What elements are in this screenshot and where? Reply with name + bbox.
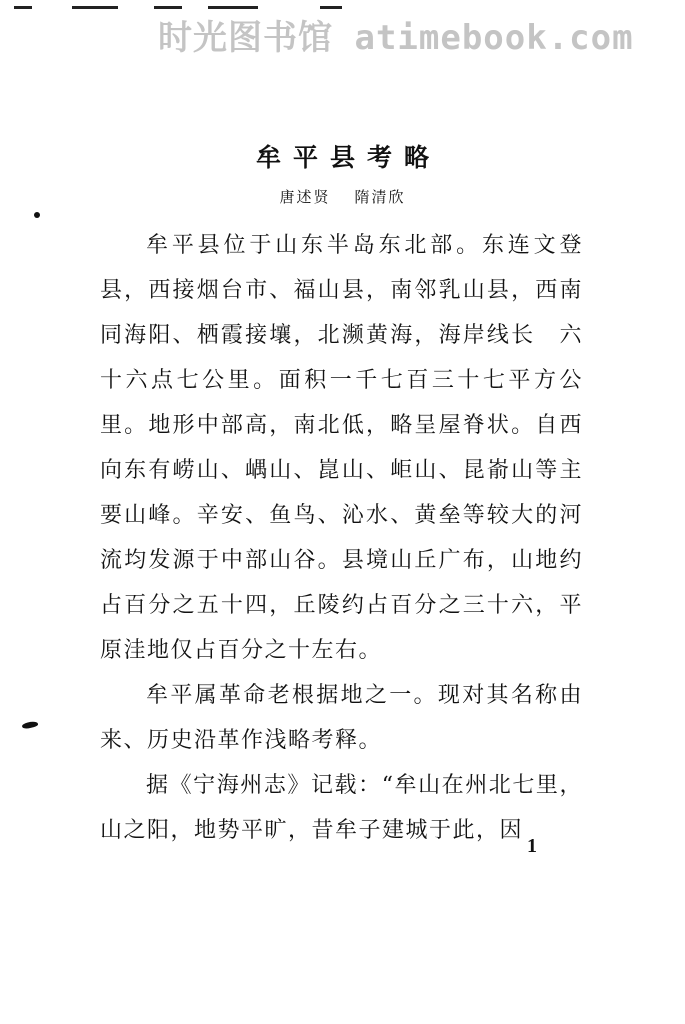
paragraph: 牟平县位于山东半岛东北部。东连文登县，西接烟台市、福山县，南邻乳山县，西南同海阳、栖霞接壤，北濒黄海，海岸线长 六十六点七公里。面积一千七百三十七平方公里。地形中部高，南北低，略呈屋脊状。自西向东有崂山、嵎山、崑山、岠山、昆嵛山等主要山峰。辛安、鱼鸟、沁水、黄垒等较大的河流均发源于中部山谷。县境山丘广布，山地约占百分之五十四，丘陵约占百分之三十六，平原洼地仅占百分之十左右。: [100, 233, 583, 663]
scan-speck: [22, 720, 39, 730]
scan-speck: [34, 212, 40, 218]
page-number: 1: [527, 835, 537, 857]
article-title: 牟平县考略: [255, 143, 441, 172]
author-name: 隋清欣: [354, 188, 406, 206]
scan-edge-mark: [154, 6, 182, 9]
scan-edge-mark: [320, 6, 342, 9]
paragraph: 牟平属革命老根据地之一。现对其名称由来、历史沿革作浅略考释。: [100, 683, 583, 753]
scan-edge-mark: [208, 6, 258, 9]
author-line: [0, 186, 685, 207]
author-name: 唐述贤: [279, 188, 331, 206]
scan-edge-mark: [14, 6, 32, 9]
watermark: 时光图书馆 atimebook.com: [158, 18, 634, 58]
scan-edge-mark: [72, 6, 118, 9]
body-text: [100, 223, 583, 853]
paragraph: 据《宁海州志》记载：“牟山在州北七里，山之阳，地势平旷，昔牟子建城于此，因: [100, 773, 583, 843]
